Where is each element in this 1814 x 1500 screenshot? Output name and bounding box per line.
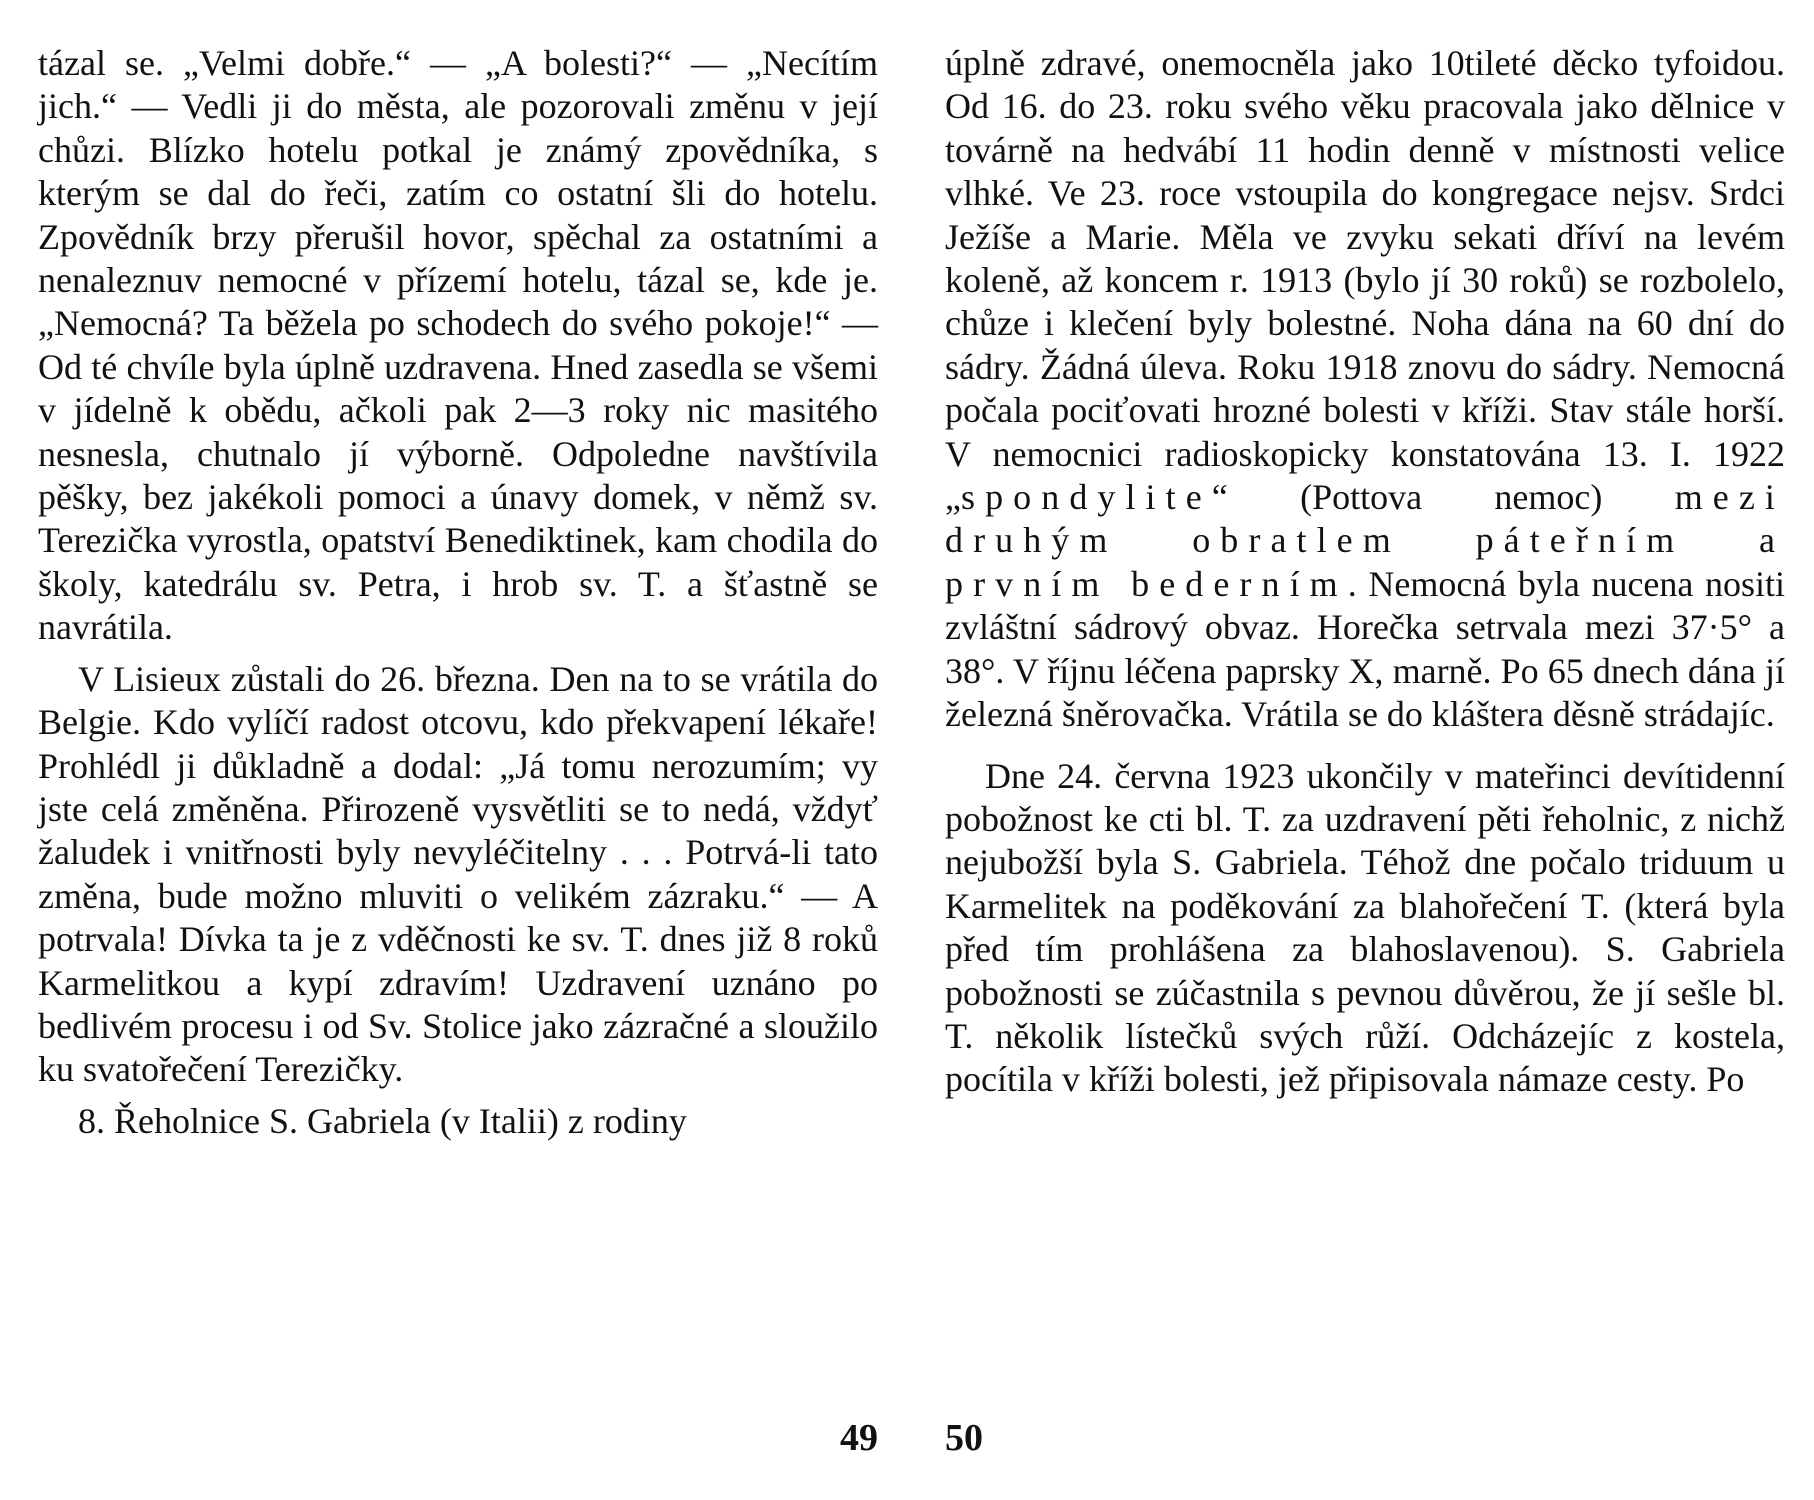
- right-page: [945, 42, 1785, 1462]
- right-paragraph-2: Dne 24. června 1923 ukončily v mateřinci devítidenní pobožnost ke cti bl. T. za uzdravení pěti řeholnic, z nichž nejubožší byla S. Gabriela. Téhož dne počalo triduum u Karmelitek na poděkování za blahořečení T. (která byla před tím prohlášena za blahoslavenou). S. Gabriela pobožnosti se zúčastnila s pevnou důvěrou, že jí sešle bl. T. několik lístečků svých růží. Odcházejíc z kostela, pocítila v kříži bolesti, jež připisovala námaze cesty. Po: [945, 755, 1785, 1100]
- page-number-left: 49: [840, 1417, 878, 1459]
- left-paragraph-1: tázal se. „Velmi dobře.“ — „A bolesti?“ — „Necítím jich.“ — Vedli ji do města, ale pozorovali změnu v její chůzi. Blízko hotelu potkal je známý zpovědníka, s kterým se dal do řeči, zatím co ostatní šli do hotelu. Zpovědník brzy přerušil hovor, spěchal za ostatními a nenaleznuv nemocné v přízemí hotelu, tázal se, kde je. „Nemocná? Ta běžela po schodech do svého pokoje!“ — Od té chvíle byla úplně uzdravena. Hned zasedla se všemi v jídelně k obědu, ačkoli pak 2—3 roky nic masitého nesnesla, chutnalo jí výborně. Odpoledne navštívila pěšky, bez jakékoli pomoci a únavy domek, v němž sv. Terezička vyrostla, opatství Benediktinek, kam chodila do školy, katedrálu sv. Petra, i hrob sv. T. a šťastně se navrátila.: [38, 43, 878, 648]
- spaced-term-vertebrae: mezi druhým obratlem páteřním a prvním bederním: [945, 477, 1785, 604]
- right-paragraph-1-part-b: “ (Pottova nemoc): [1211, 477, 1675, 518]
- right-paragraph-1-part-a: úplně zdravé, onemocněla jako 10tileté děcko tyfoidou. Od 16. do 23. roku svého věku pracovala jako dělnice v továrně na hedvábí 11 hodin denně v místnosti velice vlhké. Ve 23. roce vstoupila do kongregace nejsv. Srdci Ježíše a Marie. Měla ve zvyku sekati dříví na levém koleně, až koncem r. 1913 (bylo jí 30 roků) se rozbolelo, chůze i klečení byly bolestné. Noha dána na 60 dní do sádry. Žádná úleva. Roku 1918 znovu do sádry. Nemocná počala pociťovati hrozné bolesti v kříži. Stav stále horší. V nemocnici radioskopicky konstatována 13. I. 1922 „: [945, 43, 1785, 518]
- page-number-right: 50: [945, 1417, 983, 1459]
- left-page: [38, 42, 878, 1462]
- left-paragraph-3: 8. Řeholnice S. Gabriela (v Italii) z rodiny: [78, 1100, 687, 1141]
- left-paragraph-2: V Lisieux zůstali do 26. března. Den na to se vrátila do Belgie. Kdo vylíčí radost otcovu, kdo překvapení lékaře! Prohlédl ji důkladně a dodal: „Já tomu nerozumím; vy jste celá změněna. Přirozeně vysvětliti se to nedá, vždyť žaludek i vnitřnosti byly nevyléčitelny . . . Potrvá-li tato změna, bude možno mluviti o velikém zázraku.“ — A potrvala! Dívka ta je z vděčnosti ke sv. T. dnes již 8 roků Karmelitkou a kypí zdravím! Uzdravení uznáno po bedlivém procesu i od Sv. Stolice jako zázračné a sloužilo ku svatořečení Terezičky.: [38, 658, 878, 1090]
- right-paragraph-1: [945, 42, 1785, 737]
- right-paragraph-1-part-c: . Nemocná byla nucena nositi zvláštní sádrový obvaz. Horečka setrvala mezi 37·5° a 38°. V říjnu léčena paprsky X, marně. Po 65 dnech dána jí železná šněrovačka. Vrátila se do kláštera děsně strádajíc.: [945, 563, 1785, 735]
- spaced-term-spondylite: spondylite: [960, 477, 1212, 518]
